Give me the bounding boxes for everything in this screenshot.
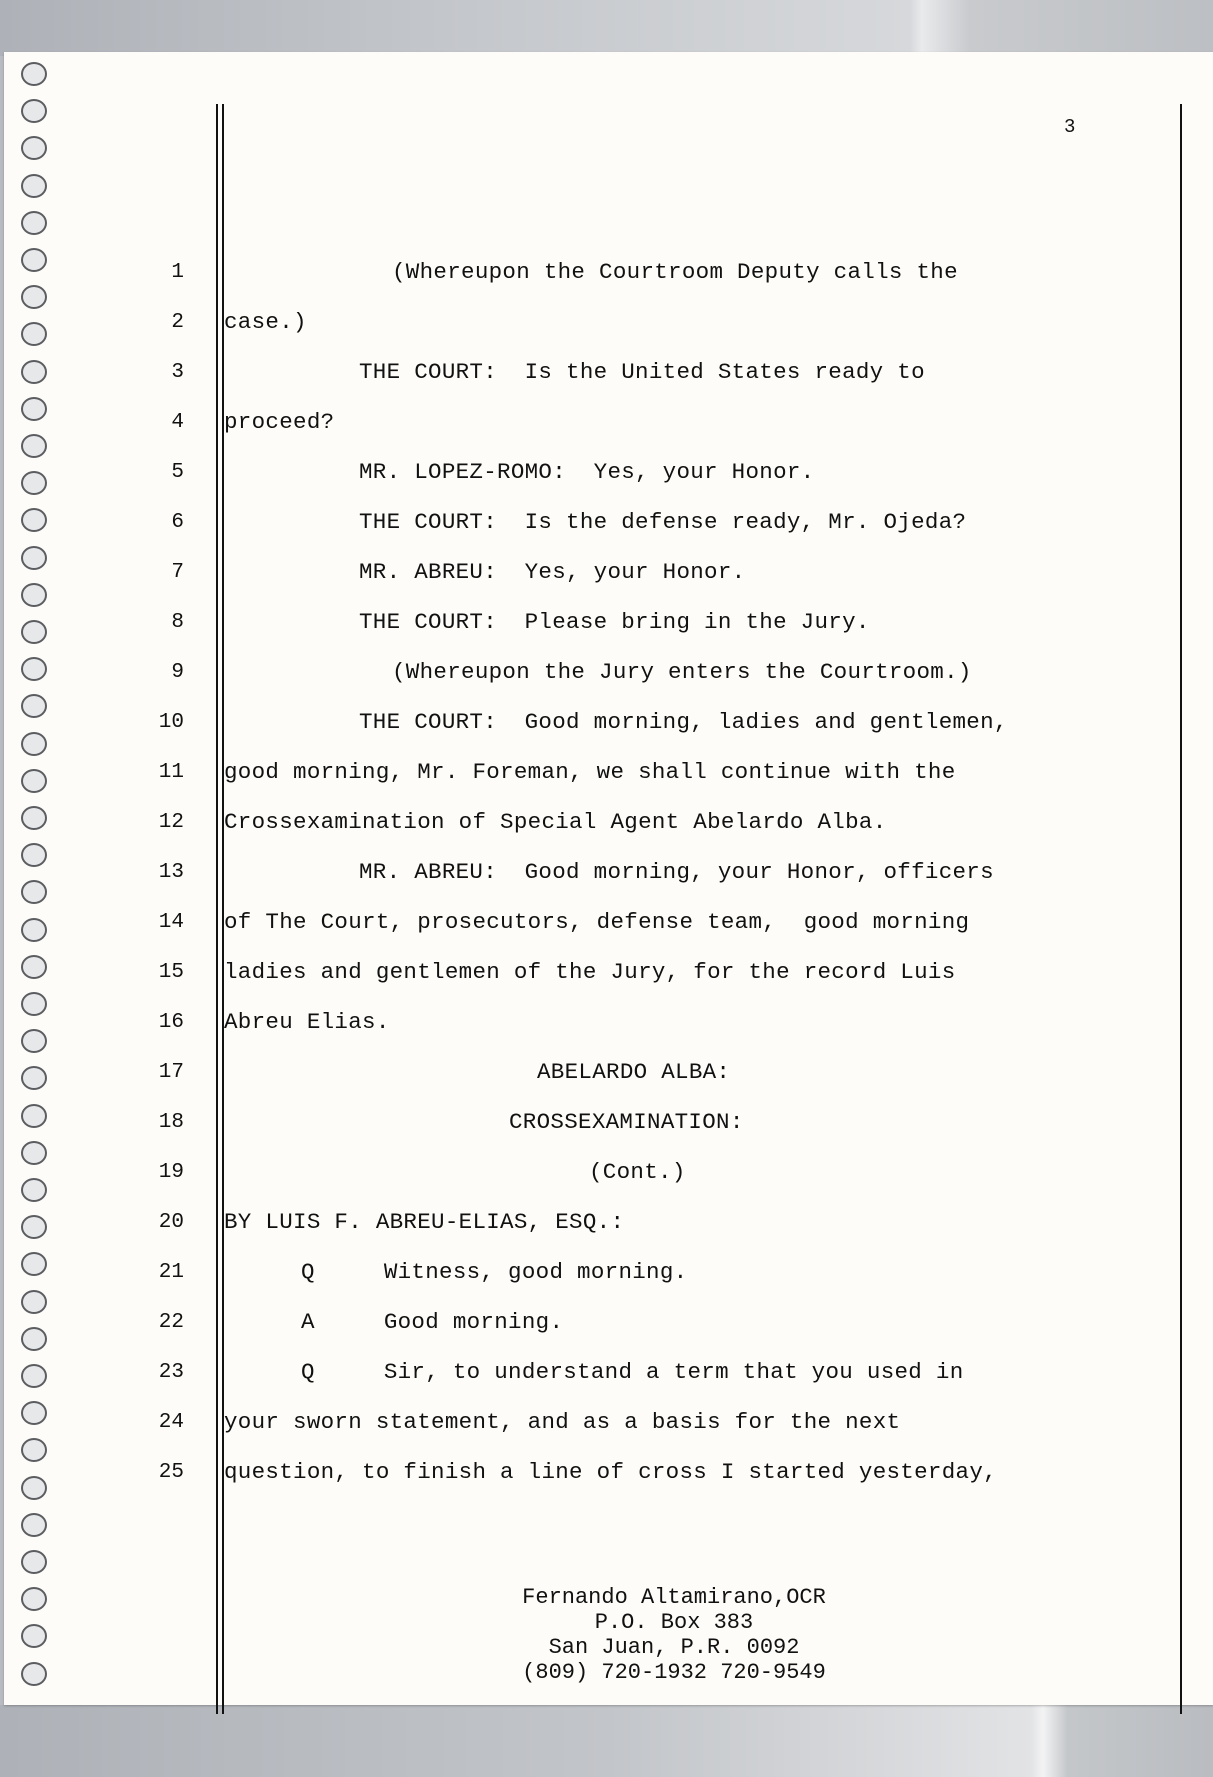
transcript-line: proceed? <box>224 409 335 435</box>
line-number: 22 <box>158 1311 184 1334</box>
transcript-line: THE COURT: Please bring in the Jury. <box>359 609 870 635</box>
line-number: 3 <box>171 361 184 384</box>
section-subheading: (Cont.) <box>589 1159 686 1185</box>
witness-heading: ABELARDO ALBA: <box>537 1059 731 1085</box>
line-number: 5 <box>171 461 184 484</box>
line-number: 15 <box>158 961 184 984</box>
examiner-line: BY LUIS F. ABREU-ELIAS, ESQ.: <box>224 1209 625 1235</box>
transcript-line: (Whereupon the Jury enters the Courtroom.) <box>392 659 972 685</box>
line-number: 9 <box>171 661 184 684</box>
line-number: 24 <box>158 1411 184 1434</box>
binder-hole <box>21 1104 47 1128</box>
binder-hole <box>21 992 47 1016</box>
transcript-line: MR. ABREU: Yes, your Honor. <box>359 559 746 585</box>
reporter-phones: (809) 720-1932 720-9549 <box>522 1660 826 1685</box>
transcript-line: Q Witness, good morning. <box>301 1259 688 1285</box>
transcript-line: THE COURT: Is the United States ready to <box>359 359 925 385</box>
line-number: 4 <box>171 411 184 434</box>
transcript-line: ladies and gentlemen of the Jury, for the record Luis <box>224 959 956 985</box>
line-number: 6 <box>171 511 184 534</box>
transcript-line: A Good morning. <box>301 1309 564 1335</box>
line-number: 13 <box>158 861 184 884</box>
transcript-line: THE COURT: Good morning, ladies and gentlemen, <box>359 709 1008 735</box>
binder-hole <box>21 880 47 904</box>
binder-hole <box>21 583 47 607</box>
binder-hole <box>21 434 47 458</box>
binder-hole <box>21 1587 47 1611</box>
transcript-line: Q Sir, to understand a term that you used in <box>301 1359 964 1385</box>
transcript-line: good morning, Mr. Foreman, we shall continue with the <box>224 759 956 785</box>
line-number: 19 <box>158 1161 184 1184</box>
line-number: 11 <box>158 761 184 784</box>
line-number: 20 <box>158 1211 184 1234</box>
transcript-line: MR. ABREU: Good morning, your Honor, officers <box>359 859 994 885</box>
line-number: 14 <box>158 911 184 934</box>
binder-hole <box>21 508 47 532</box>
binder-hole <box>21 1550 47 1574</box>
binder-hole <box>21 694 47 718</box>
right-margin-rule <box>1180 104 1182 1714</box>
binder-hole <box>21 769 47 793</box>
binder-hole <box>21 174 47 198</box>
line-number: 1 <box>171 261 184 284</box>
binder-hole <box>21 1029 47 1053</box>
binder-hole <box>21 620 47 644</box>
binder-hole <box>21 1476 47 1500</box>
line-number: 8 <box>171 611 184 634</box>
binder-hole <box>21 397 47 421</box>
binder-holes <box>4 52 64 1705</box>
binder-hole <box>21 99 47 123</box>
line-number: 25 <box>158 1461 184 1484</box>
binder-hole <box>21 1178 47 1202</box>
transcript-line: your sworn statement, and as a basis for the next <box>224 1409 901 1435</box>
reporter-footer <box>404 1585 944 1685</box>
scan-background-top <box>0 0 1213 56</box>
transcript-line: case.) <box>224 309 307 335</box>
binder-hole <box>21 360 47 384</box>
binder-hole <box>21 806 47 830</box>
binder-hole <box>21 322 47 346</box>
binder-hole <box>21 1290 47 1314</box>
binder-hole <box>21 62 47 86</box>
transcript-page <box>4 52 1213 1705</box>
binder-hole <box>21 955 47 979</box>
binder-hole <box>21 285 47 309</box>
binder-hole <box>21 1662 47 1686</box>
transcript-line: Abreu Elias. <box>224 1009 390 1035</box>
transcript-line: question, to finish a line of cross I started yesterday, <box>224 1459 997 1485</box>
page-number: 3 <box>1064 116 1076 138</box>
binder-hole <box>21 1364 47 1388</box>
reporter-city: San Juan, P.R. 0092 <box>548 1635 800 1660</box>
transcript-line: of The Court, prosecutors, defense team, good morning <box>224 909 970 935</box>
scan-background-bottom <box>0 1705 1213 1777</box>
binder-hole <box>21 1327 47 1351</box>
binder-hole <box>21 1438 47 1462</box>
binder-hole <box>21 248 47 272</box>
transcript-line: MR. LOPEZ-ROMO: Yes, your Honor. <box>359 459 815 485</box>
line-number: 16 <box>158 1011 184 1034</box>
binder-hole <box>21 1215 47 1239</box>
reporter-po-box: P.O. Box 383 <box>594 1610 754 1635</box>
binder-hole <box>21 136 47 160</box>
reporter-name: Fernando Altamirano,OCR <box>522 1585 826 1610</box>
binder-hole <box>21 471 47 495</box>
line-number: 12 <box>158 811 184 834</box>
binder-hole <box>21 1252 47 1276</box>
binder-hole <box>21 1513 47 1537</box>
line-number: 18 <box>158 1111 184 1134</box>
transcript-line: Crossexamination of Special Agent Abelardo Alba. <box>224 809 887 835</box>
binder-hole <box>21 843 47 867</box>
binder-hole <box>21 211 47 235</box>
line-number: 17 <box>158 1061 184 1084</box>
line-number: 21 <box>158 1261 184 1284</box>
binder-hole <box>21 657 47 681</box>
binder-hole <box>21 1624 47 1648</box>
binder-hole <box>21 546 47 570</box>
line-number: 2 <box>171 311 184 334</box>
left-margin-rule <box>216 104 218 1714</box>
binder-hole <box>21 1141 47 1165</box>
binder-hole <box>21 732 47 756</box>
binder-hole <box>21 1401 47 1425</box>
binder-hole <box>21 1066 47 1090</box>
binder-hole <box>21 918 47 942</box>
transcript-line: (Whereupon the Courtroom Deputy calls the <box>392 259 958 285</box>
transcript-line: THE COURT: Is the defense ready, Mr. Ojeda? <box>359 509 967 535</box>
line-number: 23 <box>158 1361 184 1384</box>
line-number: 7 <box>171 561 184 584</box>
line-number: 10 <box>158 711 184 734</box>
section-heading: CROSSEXAMINATION: <box>509 1109 744 1135</box>
